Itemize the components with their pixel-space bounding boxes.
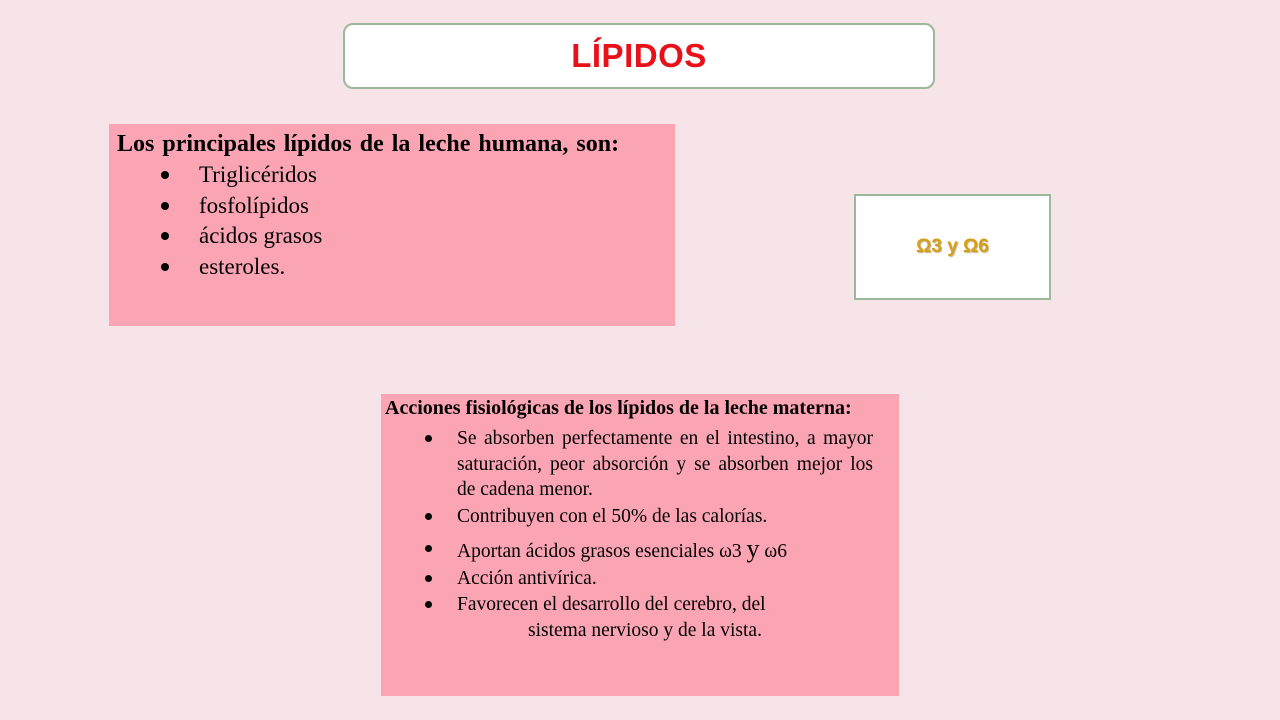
list-item [117, 252, 667, 283]
list-item [385, 504, 873, 530]
list-item [385, 426, 873, 503]
list-item-text: esteroles. [199, 253, 286, 279]
list-item-text: Aportan ácidos grasos esenciales ω3 [457, 541, 742, 562]
list-item [117, 160, 667, 191]
bullet-icon [425, 513, 432, 520]
list-item [385, 592, 873, 643]
acciones-fisiologicas-panel [381, 394, 899, 696]
list-item-text: y [746, 534, 760, 563]
acciones-heading: Acciones fisiológicas de los lípidos de la leche materna: [385, 397, 852, 419]
title-box [343, 23, 935, 89]
slide-title: LÍPIDOS [571, 37, 707, 74]
principales-list [117, 160, 667, 282]
bullet-icon [425, 545, 432, 552]
list-item [117, 191, 667, 222]
list-item [385, 566, 873, 592]
list-item-text: Contribuyen con el 50% de las calorías. [457, 505, 768, 527]
omega-label: Ω3 y Ω6 [916, 236, 989, 257]
bullet-icon [161, 232, 169, 240]
list-item-text: Triglicéridos [199, 162, 317, 187]
list-item-text: Se absorben perfectamente en el intestino, a mayor saturación, peor absorción y se absorben mejor los de cadena menor. [457, 428, 873, 500]
list-item-text: Favorecen el desarrollo del cerebro, del [457, 594, 766, 615]
bullet-icon [161, 202, 169, 210]
omega-box [854, 194, 1051, 300]
list-item [385, 536, 873, 565]
list-item-text: fosfolípidos [199, 192, 309, 218]
bullet-icon [425, 435, 432, 442]
bullet-icon [161, 171, 169, 179]
bullet-icon [161, 263, 169, 271]
list-item [117, 221, 667, 252]
acciones-list [385, 426, 873, 643]
principales-lipidos-panel [109, 124, 675, 326]
list-item-text: ω6 [764, 541, 788, 562]
principales-heading: Los principales lípidos de la leche humana, son: [117, 131, 620, 157]
bullet-icon [425, 575, 432, 582]
bullet-icon [425, 601, 432, 608]
list-item-text: sistema nervioso y de la vista. [528, 619, 762, 641]
list-item-text: Acción antivírica. [457, 567, 597, 589]
list-item-text: ácidos grasos [199, 223, 323, 248]
